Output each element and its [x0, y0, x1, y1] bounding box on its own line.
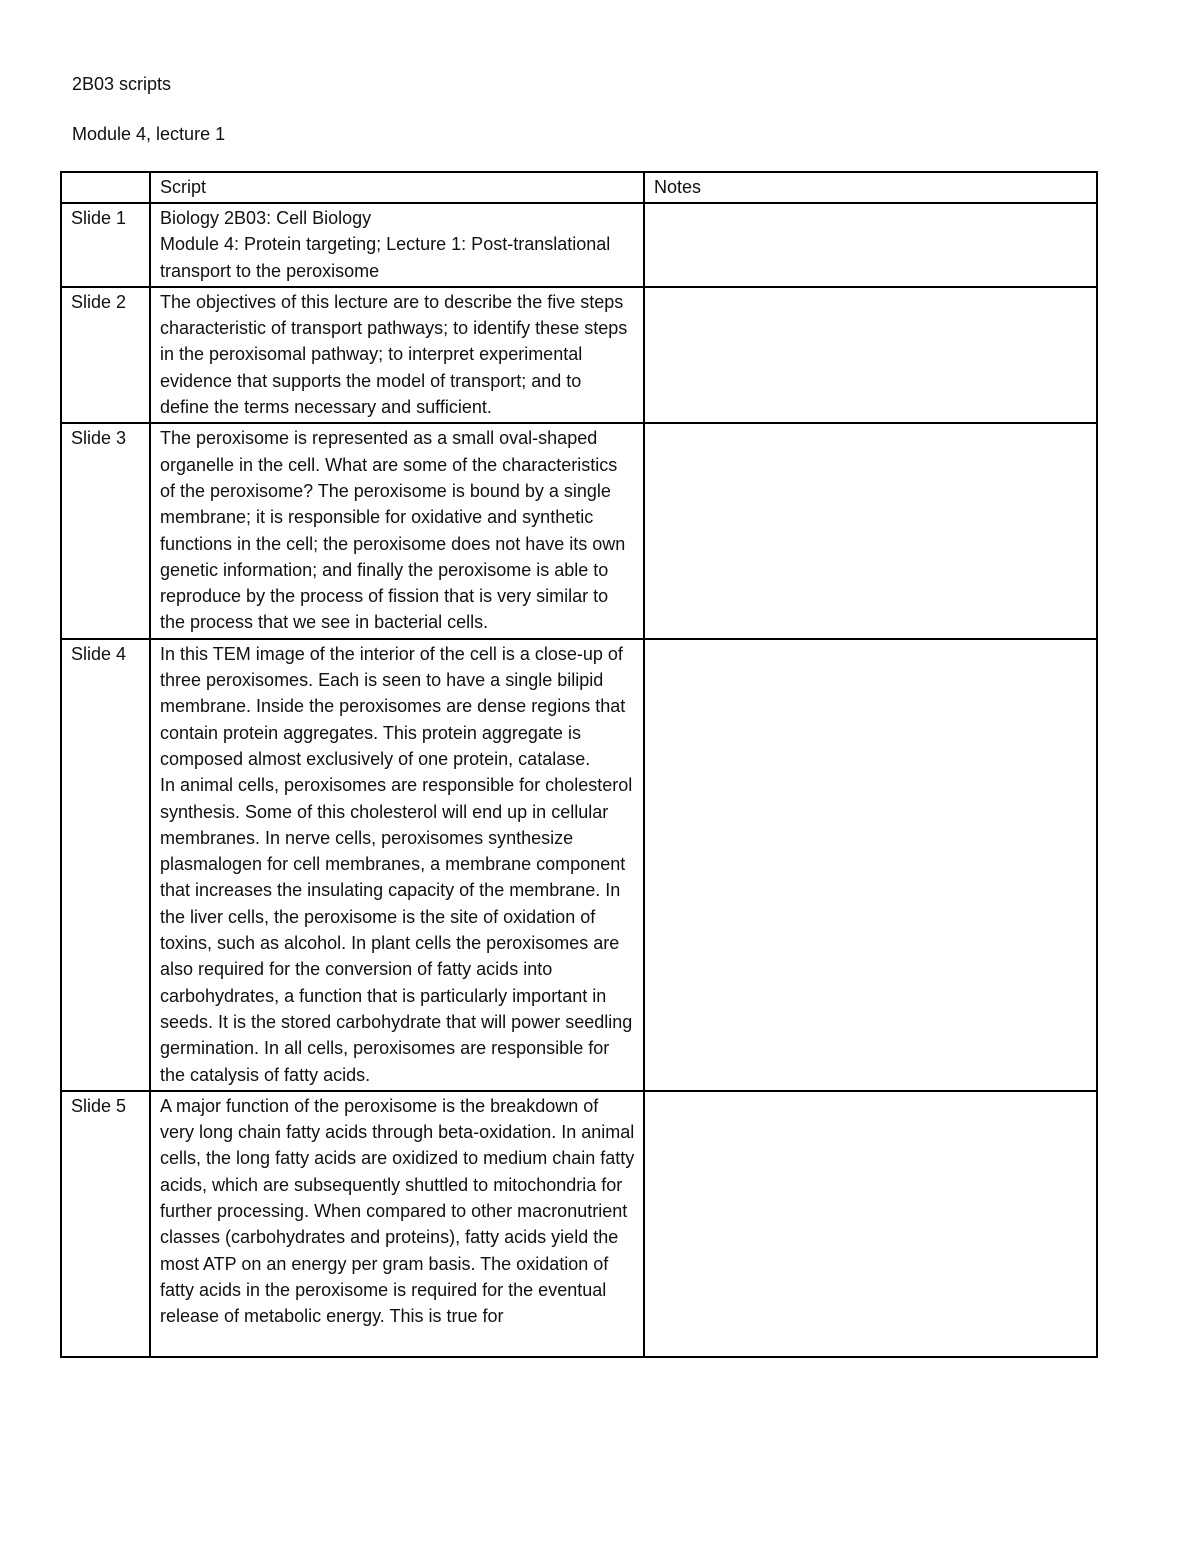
script-paragraph: Biology 2B03: Cell Biology	[160, 208, 372, 228]
script-cell	[150, 287, 644, 423]
script-paragraph: A major function of the peroxisome is the breakdown of very long chain fatty acids through beta-oxidation. In animal cells, the long fatty acids are oxidized to medium chain fatty acids, which are subsequently shuttled to mitochondria for further processing. When compared to other macronutrient classes (carbohydrates and proteins), fatty acids yield the most ATP on an energy per gram basis. The oxidation of fatty acids in the peroxisome is required for the eventual release of metabolic energy. This is true for	[160, 1095, 635, 1327]
script-table	[60, 171, 1098, 1358]
notes-cell	[644, 1091, 1097, 1357]
header-cell-notes: Notes	[644, 172, 1097, 203]
script-cell	[150, 423, 644, 638]
slide-label: Slide 2	[61, 287, 150, 423]
notes-cell	[644, 423, 1097, 638]
notes-cell	[644, 639, 1097, 1091]
table-row	[61, 423, 1097, 638]
slide-label: Slide 4	[61, 639, 150, 1091]
table-row	[61, 203, 1097, 287]
table-header-row	[61, 172, 1097, 203]
script-paragraph: Module 4: Protein targeting; Lecture 1: Post-translational transport to the peroxisome	[160, 234, 611, 281]
slide-label: Slide 3	[61, 423, 150, 638]
document-title: 2B03 scripts	[72, 74, 172, 94]
notes-cell	[644, 287, 1097, 423]
script-paragraph: In this TEM image of the interior of the cell is a close-up of three peroxisomes. Each is seen to have a single bilipid membrane. Inside the peroxisomes are dense regions that contain protein aggregates. This protein aggregate is composed almost exclusively of one protein, catalase.	[160, 643, 626, 769]
header-cell-script: Script	[150, 172, 644, 203]
script-cell	[150, 203, 644, 287]
script-cell	[150, 639, 644, 1091]
slide-label: Slide 1	[61, 203, 150, 287]
table-row	[61, 287, 1097, 423]
script-cell	[150, 1091, 644, 1357]
slide-label: Slide 5	[61, 1091, 150, 1357]
script-paragraph: In animal cells, peroxisomes are responsible for cholesterol synthesis. Some of this cholesterol will end up in cellular membranes. In nerve cells, peroxisomes synthesize plasmalogen for cell membranes, a membrane component that increases the insulating capacity of the membrane. In the liver cells, the peroxisome is the site of oxidation of toxins, such as alcohol. In plant cells the peroxisomes are also required for the conversion of fatty acids into carbohydrates, a function that is particularly important in seeds. It is the stored carbohydrate that will power seedling germination. In all cells, peroxisomes are responsible for the catalysis of fatty acids.	[160, 775, 633, 1085]
document-subtitle: Module 4, lecture 1	[72, 124, 226, 144]
script-paragraph: The peroxisome is represented as a small oval-shaped organelle in the cell. What are some of the characteristics of the peroxisome? The peroxisome is bound by a single membrane; it is responsible for oxidative and synthetic functions in the cell; the peroxisome does not have its own genetic information; and finally the peroxisome is able to reproduce by the process of fission that is very similar to the process that we see in bacterial cells.	[160, 428, 626, 633]
notes-cell	[644, 203, 1097, 287]
script-paragraph: The objectives of this lecture are to describe the five steps characteristic of transport pathways; to identify these steps in the peroxisomal pathway; to interpret experimental evidence that supports the model of transport; and to define the terms necessary and sufficient.	[160, 291, 628, 418]
table-row	[61, 1091, 1097, 1357]
table-row	[61, 639, 1097, 1091]
header-cell-slide	[61, 172, 150, 203]
